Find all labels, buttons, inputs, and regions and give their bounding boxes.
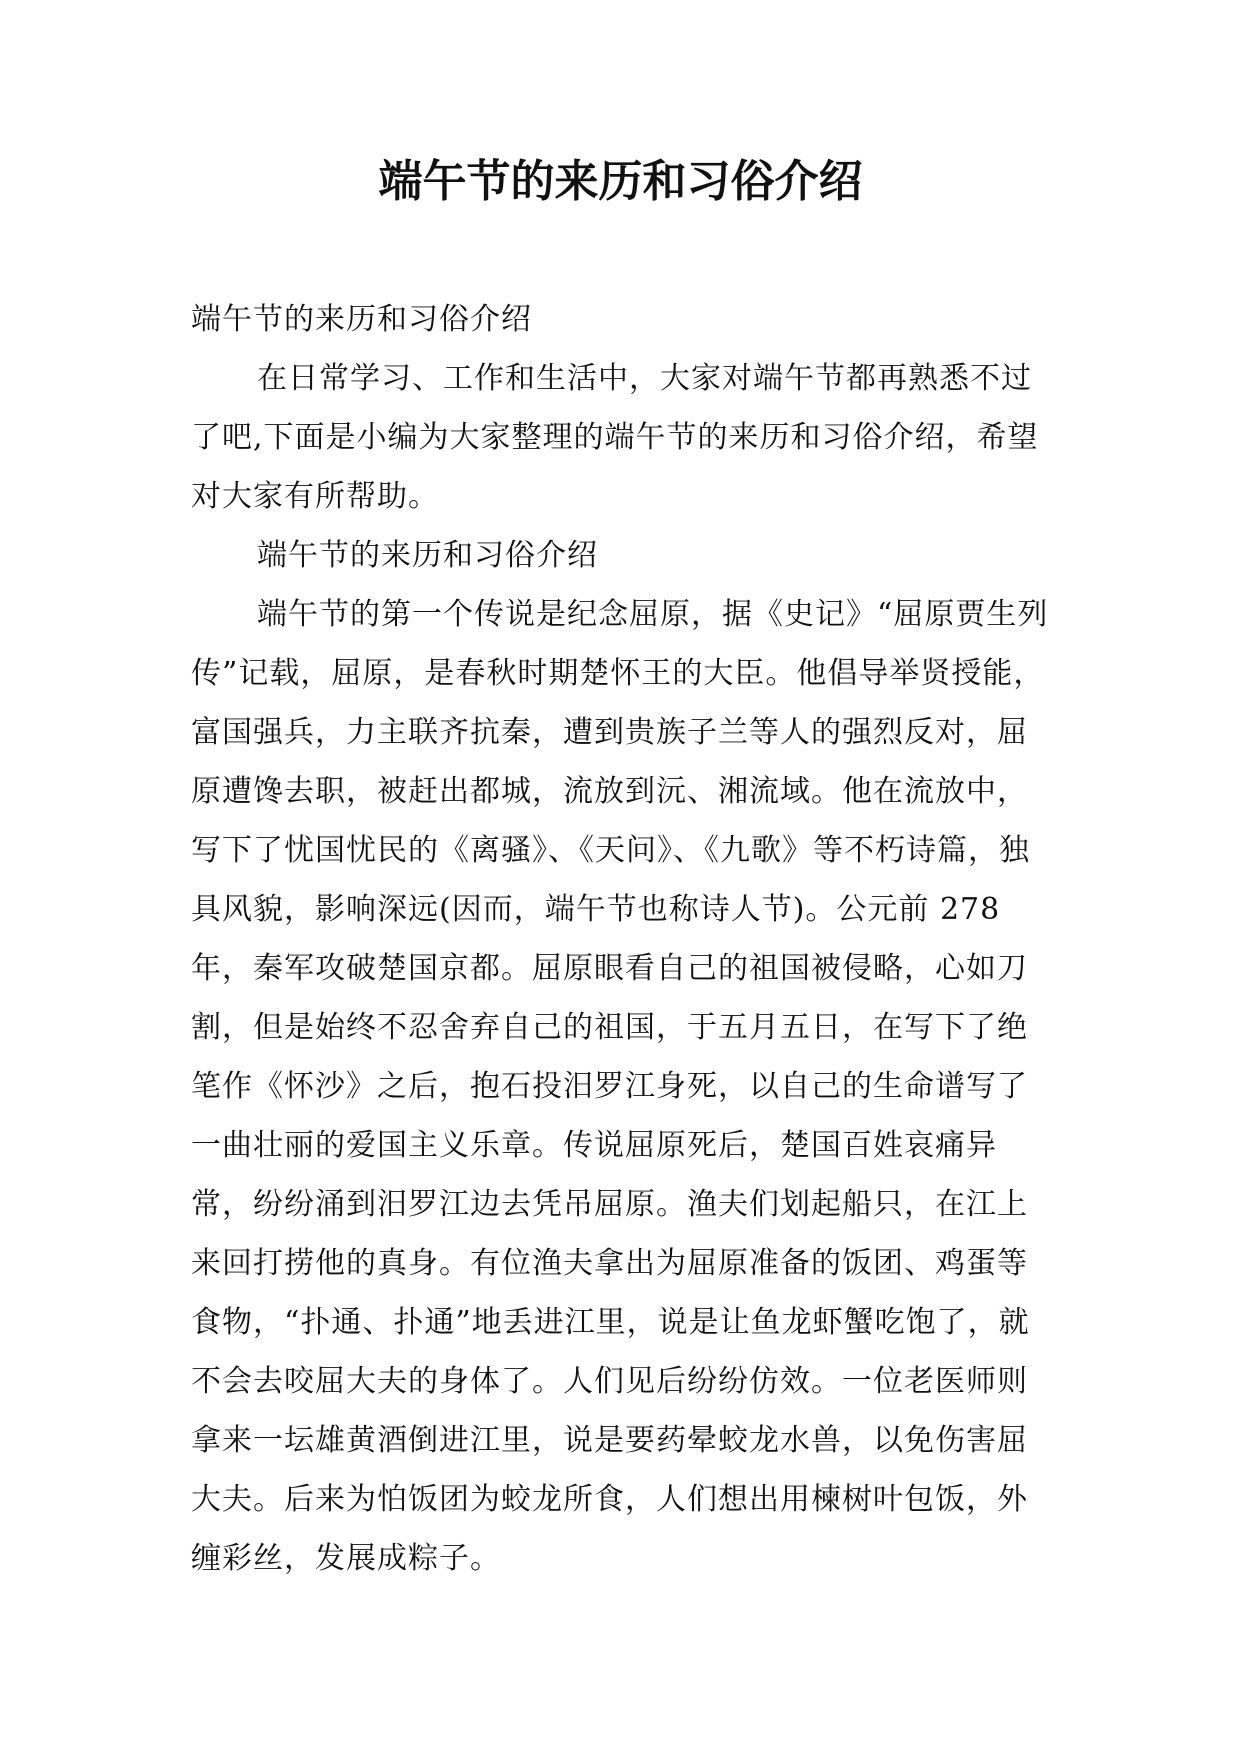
paragraph-intro: 在日常学习、工作和生活中，大家对端午节都再熟悉不过了吧,下面是小编为大家整理的端午节的来历和习俗介绍，希望对大家有所帮助。 bbox=[191, 361, 1039, 514]
paragraph-legend-quyuan: 端午节的第一个传说是纪念屈原，据《史记》“屈原贾生列传”记载，屈原，是春秋时期楚怀王的大臣。他倡导举贤授能，富国强兵，力主联齐抗秦，遭到贵族子兰等人的强烈反对，屈原遭馋去职，被赶出都城，流放到沅、湘流域。他在流放中，写下了忧国忧民的《离骚》、《天问》、《九歌》等不朽诗篇，独具风貌，影响深远(因而，端午节也称诗人节)。公元前 278 年，秦军攻破楚国京都。屈原眼看自己的祖国被侵略，心如刀割，但是始终不忍舍弃自己的祖国，于五月五日，在写下了绝笔作《怀沙》之后，抱石投汨罗江身死，以自己的生命谱写了一曲壮丽的爱国主义乐章。传说屈原死后，楚国百姓哀痛异常，纷纷涌到汨罗江边去凭吊屈原。渔夫们划起船只，在江上来回打捞他的真身。有位渔夫拿出为屈原准备的饭团、鸡蛋等食物，“扑通、扑通”地丢进江里，说是让鱼龙虾蟹吃饱了，就不会去咬屈大夫的身体了。人们见后纷纷仿效。一位老医师则拿来一坛雄黄酒倒进江里，说是要药晕蛟龙水兽，以免伤害屈大夫。后来为怕饭团为蛟龙所食，人们想出用楝树叶包饭，外缠彩丝，发展成粽子。 bbox=[191, 597, 1049, 1576]
paragraph-subheading: 端午节的来历和习俗介绍 bbox=[257, 538, 598, 573]
document-body bbox=[191, 290, 1057, 1588]
document-title: 端午节的来历和习俗介绍 bbox=[378, 156, 863, 207]
paragraph-heading: 端午节的来历和习俗介绍 bbox=[191, 302, 532, 337]
